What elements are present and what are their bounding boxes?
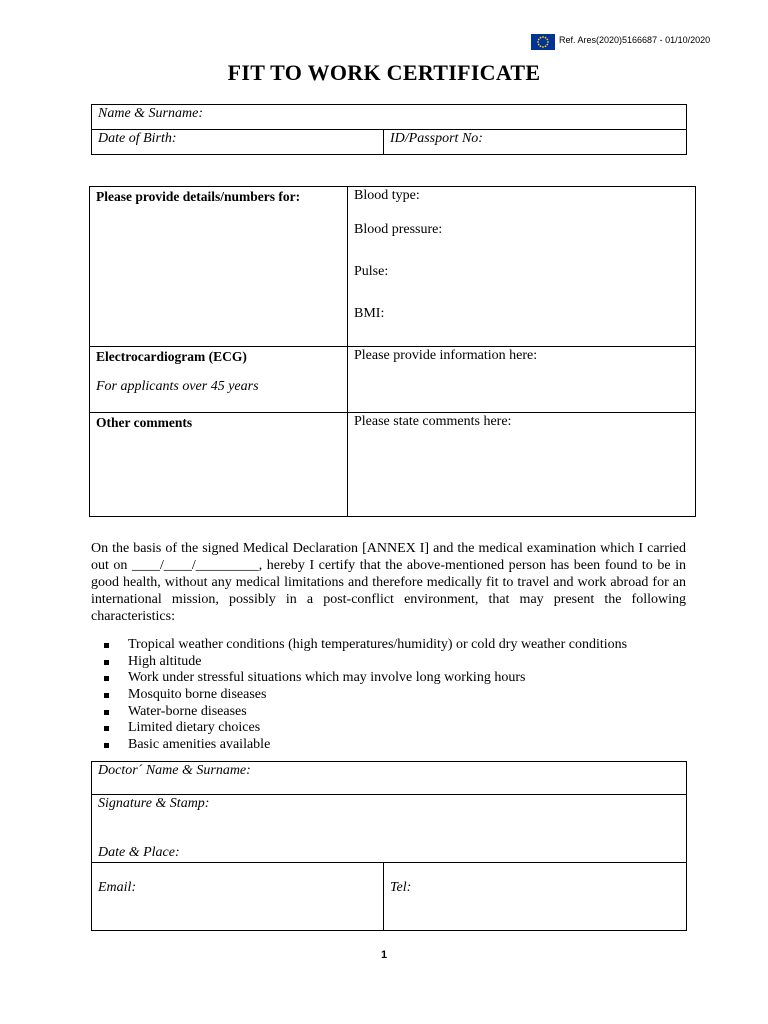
ecg-info-cell[interactable]	[348, 347, 696, 413]
ecg-prompt: Please provide information here:	[354, 348, 538, 363]
tel-field[interactable]	[384, 863, 687, 931]
medical-details-table	[89, 186, 696, 517]
list-item: Tropical weather conditions (high temperatures/humidity) or cold dry weather conditions	[91, 637, 691, 654]
comments-label-cell	[90, 413, 348, 517]
id-passport-label: ID/Passport No:	[390, 131, 483, 146]
details-label-cell	[90, 187, 348, 347]
list-item: Work under stressful situations which may involve long working hours	[91, 670, 691, 687]
name-surname-label: Name & Surname:	[98, 106, 203, 121]
blood-pressure-label: Blood pressure:	[354, 222, 443, 237]
document-reference: Ref. Ares(2020)5166687 - 01/10/2020	[559, 35, 711, 45]
bullet-icon	[104, 726, 109, 731]
date-of-birth-label: Date of Birth:	[98, 131, 177, 146]
bullet-icon	[104, 676, 109, 681]
list-item: Water-borne diseases	[91, 704, 691, 721]
doctor-details-table	[91, 761, 687, 931]
bullet-icon	[104, 643, 109, 648]
date-place-label: Date & Place:	[98, 845, 180, 860]
page-title: FIT TO WORK CERTIFICATE	[227, 60, 541, 85]
tel-label: Tel:	[390, 880, 412, 895]
email-label: Email:	[98, 880, 137, 895]
doctor-name-label: Doctor´ Name & Surname:	[98, 763, 251, 778]
list-item: Limited dietary choices	[91, 720, 691, 737]
date-of-birth-field[interactable]	[92, 130, 384, 155]
list-item: High altitude	[91, 654, 691, 671]
pulse-label: Pulse:	[354, 264, 389, 279]
ecg-label: Electrocardiogram (ECG)	[96, 349, 247, 364]
signature-stamp-label: Signature & Stamp:	[98, 796, 210, 811]
bullet-icon	[104, 710, 109, 715]
email-field[interactable]	[92, 863, 384, 931]
doctor-name-field[interactable]	[92, 762, 687, 795]
declaration-text: On the basis of the signed Medical Declaration [ANNEX I] and the medical examination which I carried out on ____/____/_________, hereby I certify that the above-mentioned person has been found to be in good health, without any medical limitations and therefore medically fit to travel and work abroad for an international mission, possibly in a post-conflict environment, that may present the following characteristics:	[91, 541, 686, 624]
ecg-label-cell	[90, 347, 348, 413]
list-item: Mosquito borne diseases	[91, 687, 691, 704]
details-label: Please provide details/numbers for:	[96, 189, 301, 204]
comments-cell[interactable]	[348, 413, 696, 517]
ecg-note: For applicants over 45 years	[96, 379, 259, 394]
comments-label: Other comments	[96, 415, 193, 430]
personal-details-table	[91, 104, 687, 155]
characteristics-list	[91, 637, 691, 754]
signature-stamp-field[interactable]	[92, 795, 687, 863]
bmi-label: BMI:	[354, 306, 385, 321]
comments-prompt: Please state comments here:	[354, 414, 512, 429]
eu-flag-icon	[531, 34, 555, 50]
bullet-icon	[104, 660, 109, 665]
list-item: Basic amenities available	[91, 737, 691, 754]
id-passport-field[interactable]	[384, 130, 687, 155]
bullet-icon	[104, 743, 109, 748]
bullet-icon	[104, 693, 109, 698]
vitals-cell[interactable]	[348, 187, 696, 347]
blood-type-label: Blood type:	[354, 188, 420, 203]
page-number: 1	[380, 949, 388, 961]
name-surname-field[interactable]	[92, 105, 687, 130]
